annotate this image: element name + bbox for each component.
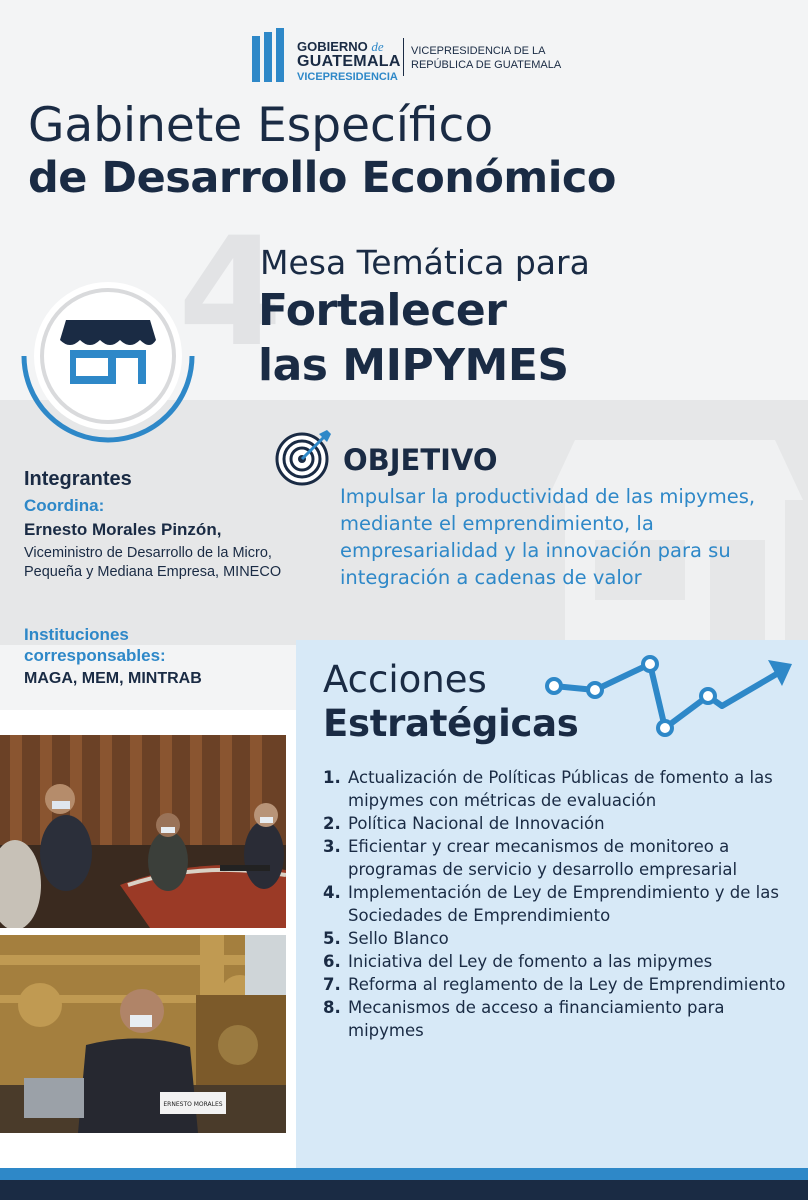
acciones-title-line-1: Acciones xyxy=(323,658,487,701)
integrantes-title: Integrantes xyxy=(24,468,132,490)
item-text: Iniciativa del Ley de fomento a las mipymes xyxy=(348,952,713,971)
logo-vicepresidencia: VICEPRESIDENCIA xyxy=(297,71,398,83)
list-item xyxy=(323,881,793,927)
item-number: 3. xyxy=(323,837,341,856)
item-text: Actualización de Políticas Públicas de fomento a las mipymes con métricas de evaluación xyxy=(348,768,773,810)
list-item xyxy=(323,996,793,1042)
item-text: Sello Blanco xyxy=(348,929,449,948)
acciones-title-line-2: Estratégicas xyxy=(323,702,579,745)
trend-line-icon xyxy=(540,650,800,745)
item-number: 1. xyxy=(323,768,341,787)
speaker-photo xyxy=(0,935,286,1133)
objetivo-title: OBJETIVO xyxy=(343,443,498,477)
item-number: 6. xyxy=(323,952,341,971)
meeting-photo xyxy=(0,735,286,928)
item-number: 8. xyxy=(323,998,341,1017)
item-text: Mecanismos de acceso a financiamiento para mipymes xyxy=(348,998,725,1040)
item-number: 7. xyxy=(323,975,341,994)
meeting-photo-illustration xyxy=(0,735,286,928)
mesa-title-line-2: las MIPYMES xyxy=(258,340,569,391)
list-item xyxy=(323,950,793,973)
list-item xyxy=(323,835,793,881)
instituciones-label: Instituciones corresponsables: xyxy=(24,625,166,665)
coordina-label: Coordina: xyxy=(24,496,105,515)
logo-divider xyxy=(403,38,404,76)
coordina-role: Viceministro de Desarrollo de la Micro, Pequeña y Mediana Empresa, MINECO xyxy=(24,545,282,580)
government-logo xyxy=(297,40,401,83)
list-item xyxy=(323,927,793,950)
logo-gobierno: GOBIERNO xyxy=(297,39,368,54)
item-text: Eficientar y crear mecanismos de monitoreo a programas de servicio y desarrollo empresarial xyxy=(348,837,738,879)
acciones-list xyxy=(323,766,793,1042)
mesa-title-line-1: Fortalecer xyxy=(258,285,507,336)
instituciones-value: MAGA, MEM, MINTRAB xyxy=(24,670,202,687)
government-logo-bars-icon xyxy=(250,28,290,84)
logo-guatemala: GUATEMALA xyxy=(297,53,401,70)
page-title-line-1: Gabinete Específico xyxy=(28,98,494,153)
objetivo-text: Impulsar la productividad de las mipymes, mediante el emprendimiento, la empresarialidad y la innovación para su integración a cadenas de valor xyxy=(340,485,756,589)
item-number: 5. xyxy=(323,929,341,948)
footer-stripe-blue xyxy=(0,1168,808,1180)
item-text: Implementación de Ley de Emprendimiento y de las Sociedades de Emprendimiento xyxy=(348,883,779,925)
list-item xyxy=(323,812,793,835)
item-text: Reforma al reglamento de la Ley de Emprendimiento xyxy=(348,975,786,994)
nameplate-text: ERNESTO MORALES xyxy=(163,1101,223,1108)
store-icon xyxy=(18,278,198,448)
coordina-name: Ernesto Morales Pinzón, xyxy=(24,520,222,539)
item-number: 2. xyxy=(323,814,341,833)
speaker-photo-illustration xyxy=(0,935,286,1133)
mesa-subtitle: Mesa Temática para xyxy=(260,243,590,282)
vp-line-2: REPÚBLICA DE GUATEMALA xyxy=(411,59,562,71)
vp-line-1: VICEPRESIDENCIA DE LA xyxy=(411,45,546,57)
list-item xyxy=(323,766,793,812)
logo-de: de xyxy=(371,39,384,54)
mesa-number: 4 xyxy=(178,206,283,380)
list-item xyxy=(323,973,793,996)
item-text: Política Nacional de Innovación xyxy=(348,814,605,833)
footer-stripe-navy xyxy=(0,1180,808,1200)
page-title-line-2: de Desarrollo Económico xyxy=(28,153,616,203)
vicepresidency-label xyxy=(411,44,561,72)
item-number: 4. xyxy=(323,883,341,902)
target-icon xyxy=(275,428,333,486)
